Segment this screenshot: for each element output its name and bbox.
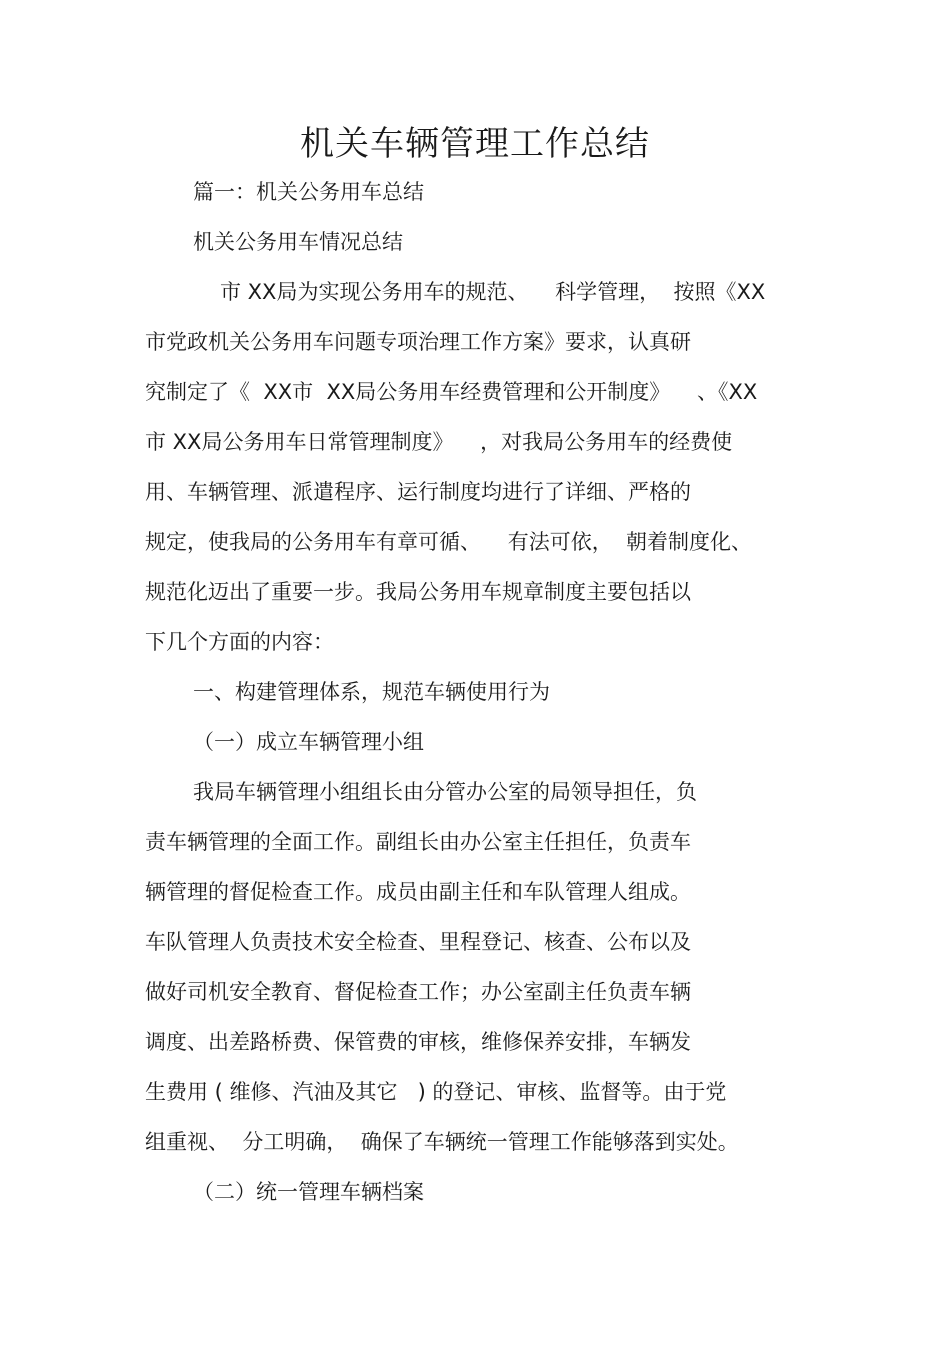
document-title: 机关车辆管理工作总结 [300, 124, 650, 164]
subsection-heading: （一）成立车辆管理小组 [193, 730, 424, 754]
paragraph-line: 规定，使我局的公务用车有章可循、 有法可依， 朝着制度化、 [145, 530, 753, 554]
paragraph-line: 生费用 ( 维修、汽油及其它 ) 的登记、审核、监督等。由于党 [145, 1080, 727, 1104]
paragraph-line: 做好司机安全教育、督促检查工作；办公室副主任负责车辆 [145, 980, 691, 1004]
paragraph-line: 调度、出差路桥费、保管费的审核，维修保养安排，车辆发 [145, 1030, 691, 1054]
paragraph-line: 市 XX局为实现公务用车的规范、 科学管理， 按照《XX [220, 280, 766, 304]
sub-heading: 机关公务用车情况总结 [193, 230, 403, 254]
paragraph-line: 市党政机关公务用车问题专项治理工作方案》要求，认真研 [145, 330, 691, 354]
paragraph-line: 车队管理人负责技术安全检查、里程登记、核查、公布以及 [145, 930, 691, 954]
section-heading: 一、构建管理体系，规范车辆使用行为 [193, 680, 550, 704]
paragraph-line: 组重视、 分工明确， 确保了车辆统一管理工作能够落到实处。 [145, 1130, 739, 1154]
paragraph-line: 究制定了《 XX市 XX局公务用车经费管理和公开制度》 、《XX [145, 380, 758, 404]
paragraph-line: 辆管理的督促检查工作。成员由副主任和车队管理人组成。 [145, 880, 691, 904]
paragraph-line: 用、车辆管理、派遣程序、运行制度均进行了详细、严格的 [145, 480, 691, 504]
paragraph-line: 规范化迈出了重要一步。我局公务用车规章制度主要包括以 [145, 580, 691, 604]
subsection-heading: （二）统一管理车辆档案 [193, 1180, 424, 1204]
paragraph-line: 下几个方面的内容： [145, 630, 334, 654]
paragraph-line: 市 XX局公务用车日常管理制度》 ，对我局公务用车的经费使 [145, 430, 733, 454]
paragraph-line: 责车辆管理的全面工作。副组长由办公室主任担任，负责车 [145, 830, 691, 854]
paragraph-line: 我局车辆管理小组组长由分管办公室的局领导担任，负 [193, 780, 697, 804]
section-heading: 篇一：机关公务用车总结 [193, 180, 424, 204]
